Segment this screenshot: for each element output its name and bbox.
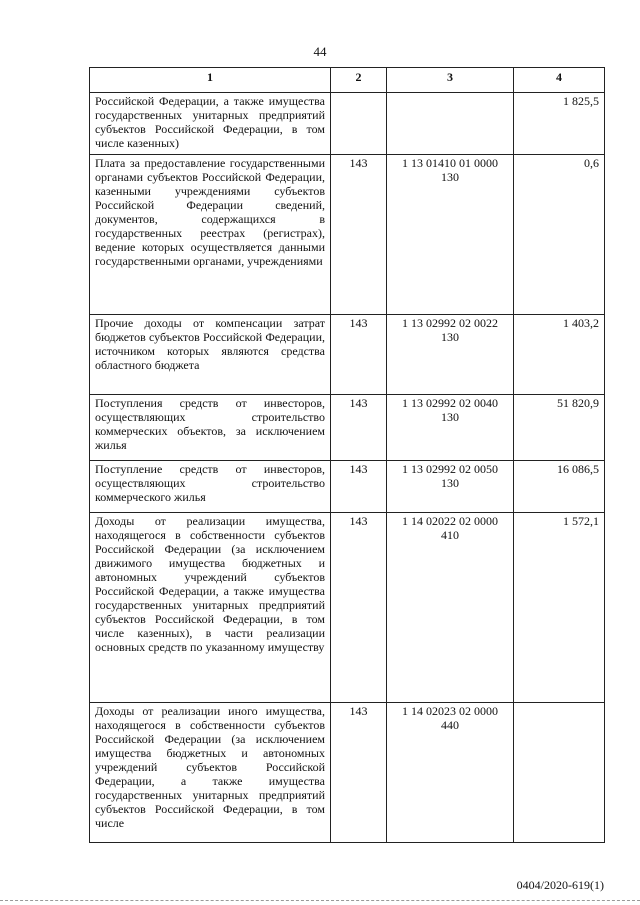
row-agency-code: 143 (331, 461, 387, 513)
row-agency-code: 143 (331, 315, 387, 395)
row-description: Доходы от реализации иного имущества, находящегося в собственности субъектов Российской Федерации (за исключением имущества бюджетных и автономных учреждений субъектов Российской Федерации, а также имущества государственных унитарных предприятий субъектов Российской Федерации, в том числе (90, 703, 331, 843)
row-amount: 1 572,1 (514, 513, 605, 703)
column-header: 3 (387, 68, 514, 93)
row-agency-code: 143 (331, 155, 387, 315)
row-agency-code: 143 (331, 703, 387, 843)
row-amount: 1 825,5 (514, 93, 605, 155)
row-agency-code: 143 (331, 513, 387, 703)
document-id: 0404/2020-619(1) (516, 878, 604, 892)
row-budget-code: 1 13 02992 02 0022 130 (387, 315, 514, 395)
column-header: 2 (331, 68, 387, 93)
table-row (90, 513, 605, 703)
row-budget-code (387, 93, 514, 155)
page-bottom-edge (0, 900, 640, 901)
column-header: 4 (514, 68, 605, 93)
row-amount: 0,6 (514, 155, 605, 315)
table-row (90, 395, 605, 461)
row-budget-code: 1 13 01410 01 0000 130 (387, 155, 514, 315)
row-description: Российской Федерации, а также имущества государственных унитарных предприятий субъектов Российской Федерации, в том числе казенных) (90, 93, 331, 155)
row-budget-code: 1 13 02992 02 0050 130 (387, 461, 514, 513)
column-header: 1 (90, 68, 331, 93)
row-budget-code: 1 13 02992 02 0040 130 (387, 395, 514, 461)
revenue-table (89, 67, 605, 843)
row-amount: 51 820,9 (514, 395, 605, 461)
row-budget-code: 1 14 02023 02 0000 440 (387, 703, 514, 843)
row-amount: 16 086,5 (514, 461, 605, 513)
table-header-row (90, 68, 605, 93)
row-agency-code: 143 (331, 395, 387, 461)
row-description: Прочие доходы от компенсации затрат бюджетов субъектов Российской Федерации, источником которых являются средства областного бюджета (90, 315, 331, 395)
table-row (90, 315, 605, 395)
row-amount: 1 403,2 (514, 315, 605, 395)
row-description: Поступления средств от инвесторов, осуществляющих строительство коммерческих объектов, за исключением жилья (90, 395, 331, 461)
table-row (90, 155, 605, 315)
row-amount (514, 703, 605, 843)
page-number: 44 (313, 44, 327, 59)
table-row (90, 461, 605, 513)
row-description: Плата за предоставление государственными органами субъектов Российской Федерации, казенными учреждениями субъектов Российской Федерации сведений, документов, содержащихся в государственных реестрах (регистрах), ведение которых осуществляется данными государственными органами, учреждениями (90, 155, 331, 315)
table-row (90, 703, 605, 843)
row-description: Поступление средств от инвесторов, осуществляющих строительство коммерческого жилья (90, 461, 331, 513)
row-description: Доходы от реализации имущества, находящегося в собственности субъектов Российской Федерации (за исключением движимого имущества бюджетных и автономных учреждений субъектов Российской Федерации, а также имущества государственных унитарных предприятий субъектов Российской Федерации, в том числе казенных), в части реализации основных средств по указанному имуществу (90, 513, 331, 703)
table-row (90, 93, 605, 155)
row-agency-code (331, 93, 387, 155)
row-budget-code: 1 14 02022 02 0000 410 (387, 513, 514, 703)
